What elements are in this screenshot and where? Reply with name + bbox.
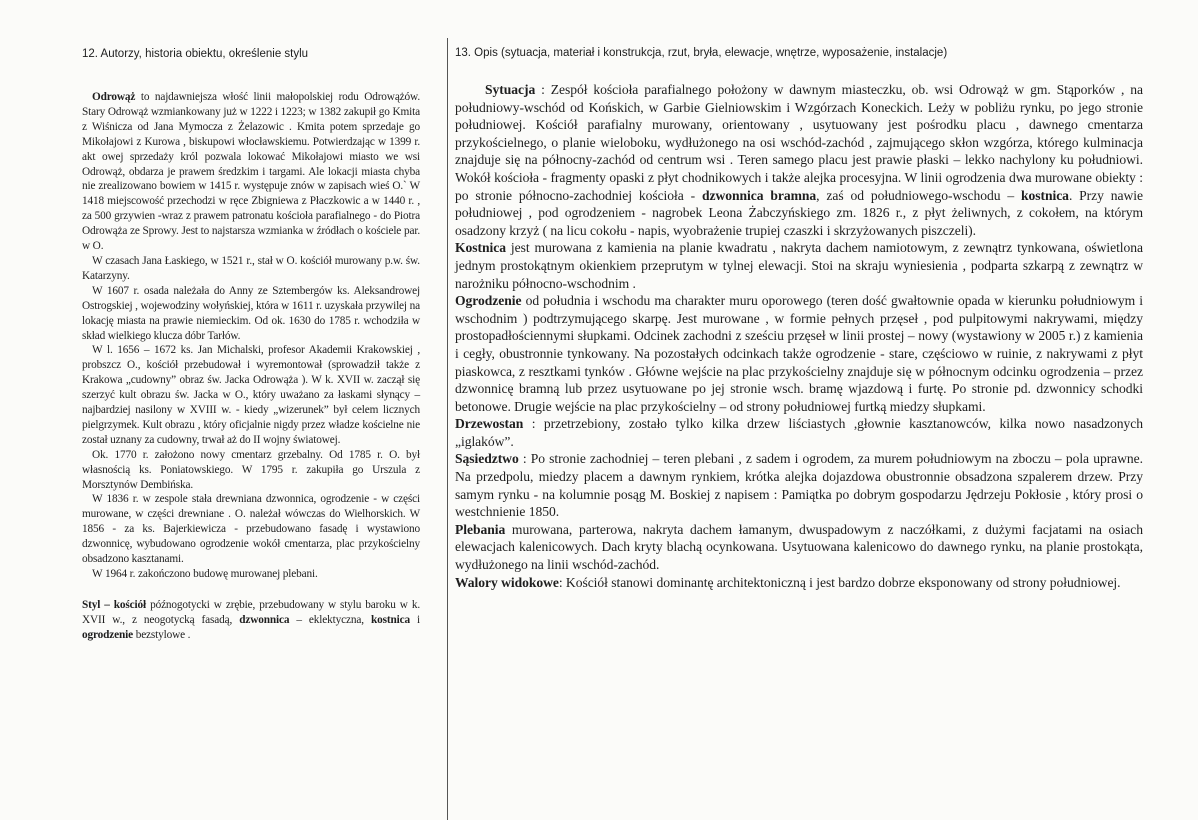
paragraph-text: – eklektyczna, [289,613,371,626]
history-paragraph [82,90,420,254]
column-divider [447,38,448,820]
bold-term: ogrodzenie [82,628,134,641]
paragraph-text: od południa i wschodu ma charakter muru oporowego (teren dość gwałtownie opada w kierunku południowym i wschodnim ) podtrzymującego skarpę. Jest murowane , w formie pełnych przęseł , pod pulpitowymi nakrywami, między prostopadłościennymi słupkami. Odcinek zachodni z sześciu przęseł w linii prostej – nowy (wystawiony w 2005 r.) z kamienia i cegły, obustronnie tynkowany. Na pozostałych odcinkach także ogrodzenie - stare, częściowo w ruinie, z nakrywami z płyt piaskowca, z resztkami tynków . Główne wejście na plac przykościelny znajduje się w północnym odcinku ogrodzenia – przez dzwonnicę bramną lub przez usytuowane po jej stronie wsch. bramę wjazdową i furtę. Po stronie pd. dzwonnicy schodki betonowe. Drugie wejście na plac przykościelny – od strony południowej furtką miedzy słupkami. [455,293,1143,414]
presbytery-paragraph [455,521,1143,574]
neighbourhood-paragraph [455,450,1143,520]
bold-term: dzwonnica bramna [701,187,817,203]
paragraph-text: i [409,613,420,626]
paragraph-text: . Przy nawie południowej , pod ogrodzeniem - nagrobek Leona Żabczyńskiego zm. 1826 r., z płyt żeliwnych, z cokołem, na którym osadzony krzyż ( na licu cokołu - napis, wyobrażenie trupiej czaszki i skrzyżowanych piszczeli). [455,187,1143,238]
history-paragraph: W l. 1656 – 1672 ks. Jan Michalski, profesor Akademii Krakowskiej , probszcz O., kościół przebudował i wyremontował (sprowadził także z Krakowa „cudowny” obraz św. Jacka Odrowąża ). W k. XVII w. zaczął się szerzyć kult obrazu św. Jacka w O., który uważano za łaskami słynący – najbardziej nasilony w XVIII w. - kiedy „wizerunek” był celem licznych pielgrzymek. Kult obrazu , który oficjalnie nigdy przez władze kościelne nie został uznany za cudowny, trwał aż do II wojny światowej. [82,344,420,446]
paragraph-text: , zaś od południowego-wschodu – [816,187,1021,203]
paragraph-text: murowana, parterowa, nakryta dachem łamanym, dwuspadowym z naczółkami, z dużymi facjatami na osiach elewacjach kalenicowych. Dach kryty blachą ocynkowana. Usytuowana kalenicowo do dawnego rynku, na planie prostokąta, wydłużonego na linii wschód-zachód. [455,521,1143,573]
bold-term: Plebania [455,521,506,537]
bold-term: Ogrodzenie [455,293,522,309]
bold-term: dzwonnica [239,613,290,626]
bold-term: Sąsiedztwo [455,451,519,467]
bold-term: Kostnica [455,240,506,256]
history-paragraph: Ok. 1770 r. założono nowy cmentarz grzebalny. Od 1785 r. O. był własnością ks. Poniatowskiego. W 1795 r. zakupiła go Urszula z Morsztynów Dembińska. [82,448,420,491]
section-12-heading: 12. Autorzy, historia obiektu, określenie stylu [82,48,309,60]
fence-paragraph [455,292,1143,415]
trees-paragraph [455,415,1143,450]
bold-term: Drzewostan [455,416,524,432]
paragraph-text: to najdawniejsza włość linii małopolskiej rodu Odrowążów. Stary Odrowąż wzmiankowany już w 1222 i 1223; w 1382 zakupił go Kmita z Wiśnicza od Jana Mymocza z Żelazowic . Kmita potem sprzedaje go Mikołajowi z Kurowa , biskupowi włocławskiemu. Potwierdzając w 1399 r. akt owej sprzedaży król pozwala lokować Mikołajowi miasto we wsi Odrowąż, obdarza je prawem średzkim i targami. Ale lokacji miasta chyba nie zrealizowano bowiem w 1415 r. występuje znów w zapisach wieś O.` W 1418 miejscowość przechodzi w ręce Zbigniewa z Płaczkowic a w 1440 r. , za 500 grzywien -wraz z prawem patronatu kościoła parafialnego - do Piotra Odrowąża ze Sprowy. Jest to najstarsza wzmianka w źródłach o kościele par. w O. [82,91,420,253]
section-13-heading: 13. Opis (sytuacja, materiał i konstrukcja, rzut, bryła, elewacje, wnętrze, wyposażenie, instalacje) [455,47,948,59]
situation-paragraph [455,81,1143,239]
history-paragraph: W 1964 r. zakończono budowę murowanej plebani. [92,568,318,580]
paragraph-text: : przetrzebiony, zostało tylko kilka drzew liściastych ,głownie kasztanowców, kilka nowo nasadzonych „iglaków”. [455,416,1143,449]
paragraph-text: : Po stronie zachodniej – teren plebani , z sadem i ogrodem, za murem południowym na zboczu – pola uprawne. Na przedpolu, miedzy placem a dawnym rynkiem, krótka alejka dojazdowa obustronnie obsadzona szpalerem drzew. Przy samym rynku - na kolumnie posąg M. Boskiej z napisem : Pamiątka po dobrym gospodarzu Jędrzeju Pokłosie , który prosi o westchnienie 1850. [455,451,1143,520]
ossuary-paragraph [455,239,1143,292]
paragraph-text: późnogotycki w zrębie, przebudowany w stylu baroku w k. XVII w., z neogotycką fasadą, [82,598,421,626]
history-paragraph: W 1607 r. osada należała do Anny ze Sztembergów ks. Aleksandrowej Ostrogskiej , wojewodziny wołyńskiej, która w 1611 r. uzyskała przywilej na lokację miasta na prawie niemieckim. Od ok. 1630 do 1785 r. wchodziła w skład wielkiego klucza dóbr Tarłów. [82,284,420,342]
style-paragraph [82,598,420,643]
bold-term: Sytuacja [485,82,536,97]
history-column [82,48,420,643]
bold-term: Walory widokowe [455,574,559,590]
history-paragraph: W 1836 r. w zespole stała drewniana dzwonnica, ogrodzenie - w części murowane, w części drewniane . O. należał wówczas do Wielhorskich. W 1856 - za ks. Bajerkiewicza - przebudowano fasadę i wystawiono dzwonnicę, wybudowano ogrodzenie wokół cmentarza, plac przykościelny obsadzono kasztanami. [82,493,420,566]
bold-term: Odrowąż [92,91,136,103]
history-paragraph: W czasach Jana Łaskiego, w 1521 r., stał w O. kościół murowany p.w. św. Katarzyny. [82,254,420,282]
paragraph-text: bezstylowe . [133,628,191,641]
bold-term: Styl – kościół [82,598,147,611]
paragraph-text: : Kościół stanowi dominantę architektoniczną i jest bardzo dobrze eksponowany od strony południowej. [558,574,1121,590]
paragraph-text: : Zespół kościoła parafialnego położony w dawnym miasteczku, ob. wsi Odrowąż w gm. Stąporków , na południowy-wschód od Końskich, w Garbie Gielniowskim i Wzgórzach Koneckich. Leży w pobliżu rynku, po jego stronie południowej. Kościół parafialny murowany, orientowany , usytuowany jest pośrodku placu , dawnego cmentarza przykościelnego, o planie wieloboku, wydłużonego na osi wschód-zachód , zajmującego skłon wzgórza, którego kulminacja znajduje się na północny-zachód od centrum wsi . Teren samego placu jest prawie płaski – lekko nachylony ku południowi. Wokół kościoła - fragmenty opaski z płyt chodnikowych i także alejka procesyjna. W linii ogrodzenia dwa murowane obiekty : po stronie północno-zachodniej kościoła - [455,82,1143,203]
description-column [455,47,1143,591]
bold-term: kostnica [1020,187,1069,203]
paragraph-text: jest murowana z kamienia na planie kwadratu , nakryta dachem namiotowym, z zewnątrz tynkowana, oświetlona jednym prostokątnym okienkiem przeprutym w tylnej elewacji. Stoi na skraju wyniesienia , podparta szkarpą z zewnątrz w narożniku północno-wschodnim . [455,240,1143,291]
views-paragraph [455,574,1143,592]
bold-term: kostnica [370,613,410,626]
